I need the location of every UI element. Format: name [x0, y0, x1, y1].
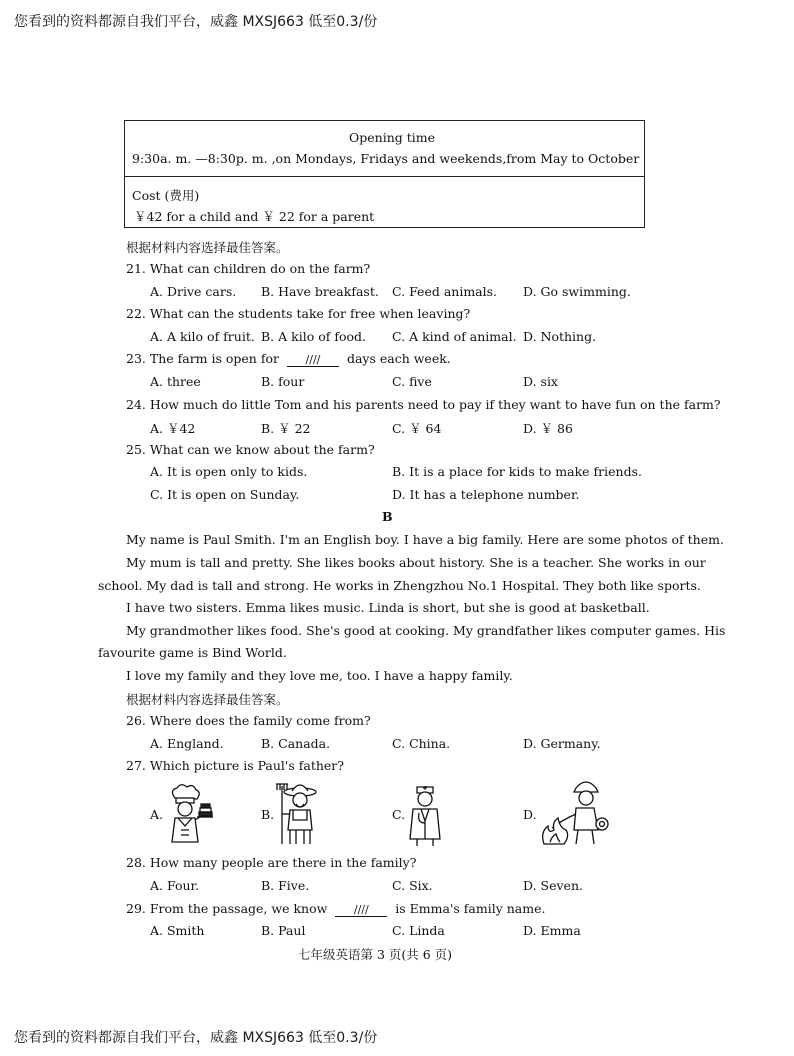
- passage-b-line-7: I love my family and they love me, too. I have a happy family.: [126, 668, 513, 683]
- question-28-stem: 28. How many people are there in the family?: [126, 855, 417, 870]
- passage-b-line-1: My name is Paul Smith. I'm an English boy. I have a big family. Here are some photos of them.: [126, 532, 724, 547]
- chef-picture-icon[interactable]: [163, 784, 215, 846]
- q25-option-a[interactable]: A. It is open only to kids.: [150, 464, 308, 479]
- q24-option-b[interactable]: B. ￥ 22: [261, 421, 311, 436]
- bottom-watermark-banner: 您看到的资料都源自我们平台，威鑫 MXSJ663 低至0.3/份: [14, 1030, 378, 1046]
- q22-option-a[interactable]: A. A kilo of fruit.: [150, 329, 255, 344]
- q23-option-c[interactable]: C. five: [392, 374, 432, 389]
- q23-option-b[interactable]: B. four: [261, 374, 305, 389]
- q22-option-c[interactable]: C. A kind of animal.: [392, 329, 517, 344]
- question-24-stem: 24. How much do little Tom and his parents need to pay if they want to have fun on the farm?: [126, 397, 721, 412]
- passage-b-line-2: My mum is tall and pretty. She likes books about history. She is a teacher. She works in our: [126, 555, 706, 570]
- q27-option-b[interactable]: B.: [261, 807, 275, 822]
- q23-option-d[interactable]: D. six: [523, 374, 558, 389]
- q26-option-d[interactable]: D. Germany.: [523, 736, 601, 751]
- q26-option-a[interactable]: A. England.: [150, 736, 224, 751]
- q28-option-d[interactable]: D. Seven.: [523, 878, 583, 893]
- q29-option-b[interactable]: B. Paul: [261, 923, 306, 938]
- q22-option-b[interactable]: B. A kilo of food.: [261, 329, 366, 344]
- q25-option-b[interactable]: B. It is a place for kids to make friends.: [392, 464, 642, 479]
- q27-option-d[interactable]: D.: [523, 807, 537, 822]
- q26-option-c[interactable]: C. China.: [392, 736, 451, 751]
- q25-option-c[interactable]: C. It is open on Sunday.: [150, 487, 300, 502]
- question-29-stem: [126, 901, 545, 917]
- passage-b-title: B: [382, 509, 393, 524]
- q28-option-a[interactable]: A. Four.: [150, 878, 200, 893]
- question-25-stem: 25. What can we know about the farm?: [126, 442, 375, 457]
- q22-option-d[interactable]: D. Nothing.: [523, 329, 597, 344]
- opening-hours-text: 9:30a. m. —8:30p. m. ,on Mondays, Fridays and weekends,from May to October: [132, 151, 640, 166]
- q29-option-d[interactable]: D. Emma: [523, 923, 581, 938]
- question-26-stem: 26. Where does the family come from?: [126, 713, 371, 728]
- q27-option-a[interactable]: A.: [150, 807, 164, 822]
- box-divider: [125, 176, 644, 177]
- passage-b-line-5: My grandmother likes food. She's good at cooking. My grandfather likes computer games. His: [126, 623, 726, 638]
- q24-option-d[interactable]: D. ￥ 86: [523, 421, 573, 436]
- farmer-picture-icon[interactable]: [272, 780, 324, 846]
- q28-option-c[interactable]: C. Six.: [392, 878, 433, 893]
- cost-label: Cost (费用): [132, 188, 200, 203]
- q23-answer-blank[interactable]: ////: [287, 353, 339, 367]
- q29-answer-blank[interactable]: ////: [335, 903, 387, 917]
- q23-stem-pre: 23. The farm is open for: [126, 351, 279, 366]
- q24-option-a[interactable]: A. ￥42: [150, 421, 196, 436]
- q21-option-a[interactable]: A. Drive cars.: [150, 284, 237, 299]
- cost-detail: ￥42 for a child and ￥ 22 for a parent: [134, 209, 375, 224]
- q26-option-b[interactable]: B. Canada.: [261, 736, 331, 751]
- page-footer: 七年级英语第 3 页(共 6 页): [298, 947, 453, 962]
- passage-b-line-4: I have two sisters. Emma likes music. Linda is short, but she is good at basketball.: [126, 600, 650, 615]
- instruction-b: 根据材料内容选择最佳答案。: [126, 692, 289, 707]
- question-22-stem: 22. What can the students take for free when leaving?: [126, 306, 471, 321]
- q23-option-a[interactable]: A. three: [150, 374, 201, 389]
- q29-option-c[interactable]: C. Linda: [392, 923, 445, 938]
- instruction-a: 根据材料内容选择最佳答案。: [126, 240, 289, 255]
- question-21-stem: 21. What can children do on the farm?: [126, 261, 371, 276]
- question-27-stem: 27. Which picture is Paul's father?: [126, 758, 344, 773]
- opening-time-heading: Opening time: [349, 130, 435, 145]
- q21-option-c[interactable]: C. Feed animals.: [392, 284, 498, 299]
- q29-stem-post: is Emma's family name.: [395, 901, 546, 916]
- q29-stem-pre: 29. From the passage, we know: [126, 901, 328, 916]
- doctor-picture-icon[interactable]: [405, 781, 445, 847]
- passage-b-line-6: favourite game is Bind World.: [98, 645, 287, 660]
- q27-option-c[interactable]: C.: [392, 807, 406, 822]
- q29-option-a[interactable]: A. Smith: [150, 923, 205, 938]
- q21-option-d[interactable]: D. Go swimming.: [523, 284, 631, 299]
- question-23-stem: [126, 351, 451, 367]
- q23-stem-post: days each week.: [346, 351, 451, 366]
- q21-option-b[interactable]: B. Have breakfast.: [261, 284, 379, 299]
- firefighter-picture-icon[interactable]: [538, 778, 614, 848]
- q25-option-d[interactable]: D. It has a telephone number.: [392, 487, 580, 502]
- q28-option-b[interactable]: B. Five.: [261, 878, 310, 893]
- top-watermark-banner: 您看到的资料都源自我们平台，威鑫 MXSJ663 低至0.3/份: [14, 14, 378, 30]
- q24-option-c[interactable]: C. ￥ 64: [392, 421, 442, 436]
- passage-b-line-3: school. My dad is tall and strong. He works in Zhengzhou No.1 Hospital. They both like sports.: [98, 578, 701, 593]
